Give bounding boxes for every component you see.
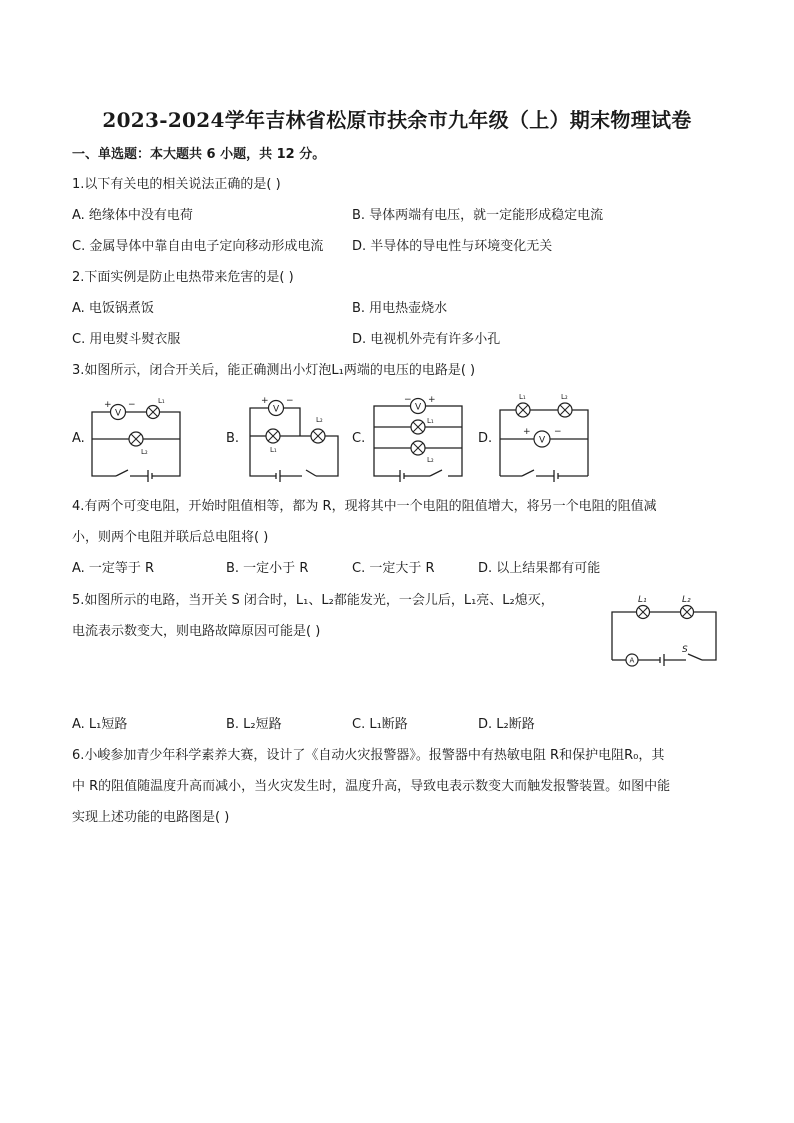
question-4-stem-line2: 小，则两个电阻并联后总电阻将( ) bbox=[72, 530, 269, 545]
question-4-stem-line1: 4.有两个可变电阻，开始时阻值相等，都为 R，现将其中一个电阻的阻值增大，将另一个电阻的阻值减 bbox=[72, 499, 657, 514]
question-6-stem-line1: 6.小峻参加青少年科学素养大赛，设计了《自动火灾报警器》。报警器中有热敏电阻 R和保护电阻R₀，其 bbox=[72, 748, 665, 763]
q3-option-d[interactable]: D. bbox=[478, 431, 493, 446]
svg-text:L₁: L₁ bbox=[158, 397, 165, 405]
question-5-stem-line2: 电流表示数变大，则电路故障原因可能是( ) bbox=[72, 624, 321, 639]
lamp-l1-icon bbox=[147, 406, 160, 419]
svg-text:L₂: L₂ bbox=[141, 448, 148, 456]
q1-option-d[interactable]: D. 半导体的导电性与环境变化无关 bbox=[352, 239, 553, 254]
switch-s-icon bbox=[688, 654, 702, 660]
svg-text:L₂: L₂ bbox=[427, 456, 434, 464]
svg-text:V: V bbox=[415, 402, 422, 413]
q2-option-b[interactable]: B. 用电热壶烧水 bbox=[352, 301, 448, 316]
svg-text:L₁: L₁ bbox=[638, 595, 647, 605]
exam-title: 2023-2024学年吉林省松原市扶余市九年级（上）期末物理试卷 bbox=[102, 108, 692, 132]
svg-text:S: S bbox=[682, 645, 688, 655]
question-1-stem: 1.以下有关电的相关说法正确的是( ) bbox=[72, 177, 281, 192]
svg-text:V: V bbox=[273, 404, 280, 415]
q1-option-b[interactable]: B. 导体两端有电压，就一定能形成稳定电流 bbox=[352, 208, 604, 223]
svg-text:+: + bbox=[261, 396, 269, 406]
question-2-stem: 2.下面实例是防止电热带来危害的是( ) bbox=[72, 270, 294, 285]
q4-option-a[interactable]: A. 一定等于 R bbox=[72, 561, 155, 576]
svg-text:+: + bbox=[428, 395, 436, 405]
svg-text:L₂: L₂ bbox=[316, 416, 323, 424]
svg-text:L₁: L₁ bbox=[519, 393, 526, 401]
svg-text:−: − bbox=[554, 427, 562, 437]
question-3-stem: 3.如图所示，闭合开关后，能正确测出小灯泡L₁两端的电压的电路是( ) bbox=[72, 363, 476, 378]
q4-option-d[interactable]: D. 以上结果都有可能 bbox=[478, 561, 601, 576]
svg-text:+: + bbox=[523, 427, 531, 437]
voltmeter-label: V bbox=[115, 408, 122, 419]
question-6-stem-line3: 实现上述功能的电路图是( ) bbox=[72, 810, 230, 825]
q2-option-a[interactable]: A. 电饭锅煮饭 bbox=[72, 301, 154, 316]
q5-option-b[interactable]: B. L₂短路 bbox=[226, 717, 282, 732]
section-heading: 一、单选题：本大题共 6 小题，共 12 分。 bbox=[72, 147, 326, 162]
lamp-l2-icon bbox=[129, 432, 143, 446]
circuit-diagram-d bbox=[496, 392, 592, 482]
circuit-diagram-q5 bbox=[608, 592, 720, 672]
q5-option-c[interactable]: C. L₁断路 bbox=[352, 717, 408, 732]
circuit-diagram-c bbox=[370, 394, 466, 482]
circuit-diagram-a bbox=[88, 394, 184, 482]
q3-option-b[interactable]: B. bbox=[226, 431, 240, 446]
svg-text:L₁: L₁ bbox=[427, 417, 434, 425]
svg-text:−: − bbox=[128, 400, 136, 410]
circuit-diagram-b bbox=[246, 394, 342, 482]
q1-option-c[interactable]: C. 金属导体中靠自由电子定向移动形成电流 bbox=[72, 239, 324, 254]
svg-text:L₂: L₂ bbox=[682, 595, 691, 605]
svg-text:−: − bbox=[286, 396, 294, 406]
q4-option-b[interactable]: B. 一定小于 R bbox=[226, 561, 309, 576]
q1-option-a[interactable]: A. 绝缘体中没有电荷 bbox=[72, 208, 193, 223]
q5-option-a[interactable]: A. L₁短路 bbox=[72, 717, 128, 732]
svg-text:−: − bbox=[404, 395, 412, 405]
switch-icon bbox=[116, 470, 128, 476]
q4-option-c[interactable]: C. 一定大于 R bbox=[352, 561, 435, 576]
q2-option-c[interactable]: C. 用电熨斗熨衣服 bbox=[72, 332, 181, 347]
svg-text:V: V bbox=[539, 435, 546, 446]
question-6-stem-line2: 中 R的阻值随温度升高而减小，当火灾发生时，温度升高，导致电表示数变大而触发报警装置。如图中能 bbox=[72, 779, 671, 794]
q3-option-a[interactable]: A. bbox=[72, 431, 85, 446]
svg-text:A: A bbox=[629, 656, 635, 665]
svg-text:+: + bbox=[104, 400, 112, 410]
q3-option-c[interactable]: C. bbox=[352, 431, 366, 446]
svg-text:L₂: L₂ bbox=[561, 393, 568, 401]
q5-option-d[interactable]: D. L₂断路 bbox=[478, 717, 535, 732]
question-5-stem-line1: 5.如图所示的电路，当开关 S 闭合时，L₁、L₂都能发光，一会儿后，L₁亮、L₂熄灭， bbox=[72, 593, 554, 608]
svg-text:L₁: L₁ bbox=[270, 446, 277, 454]
q2-option-d[interactable]: D. 电视机外壳有许多小孔 bbox=[352, 332, 501, 347]
